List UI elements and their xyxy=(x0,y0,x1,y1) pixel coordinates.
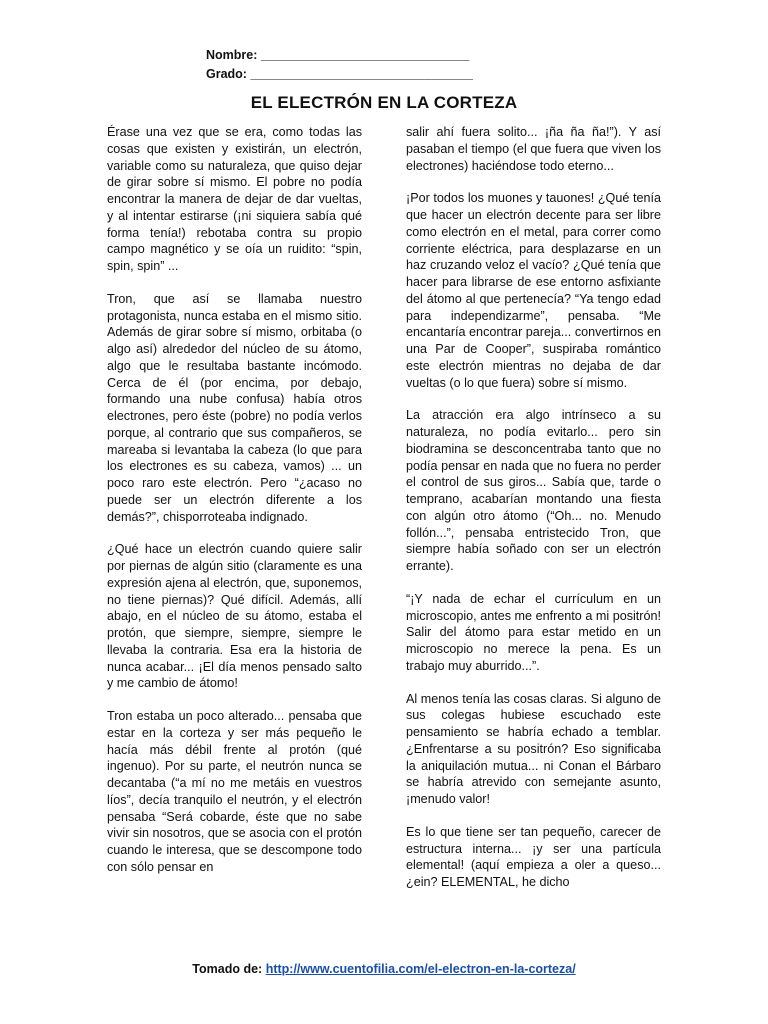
grade-field-line: Grado: ________________________________ xyxy=(206,67,473,81)
source-footer xyxy=(0,962,768,976)
student-info-header xyxy=(206,46,473,84)
paragraph: Érase una vez que se era, como todas las cosas que existen y existirán, un electrón, variable como su naturaleza, que quiso dejar de girar sobre sí mismo. El pobre no podía encontrar la manera de dejar de dar vueltas, y al intentar estirarse (¡ni siquiera sabía qué forma tenía!) rebotaba contra su propio campo magnético y se oía un ruidito: “spin, spin, spin” ... xyxy=(107,125,362,273)
source-link[interactable]: http://www.cuentofilia.com/el-electron-en-la-corteza/ xyxy=(265,962,576,976)
paragraph: “¡Y nada de echar el currículum en un microscopio, antes me enfrento a mi positrón! Salir del átomo para estar metido en un microscopio no merece la pena. Es un trabajo muy aburrido...”. xyxy=(406,591,661,673)
paragraph: Tron estaba un poco alterado... pensaba que estar en la corteza y ser más pequeño le hacía más débil frente al protón (qué ingenuo). Por su parte, el neutrón nunca se decantaba (“a mí no me metáis en vuestros líos”, decía tranquilo el neutrón, y el electrón pensaba “Será cobarde, éste que no sabe vivir sin nosotros, que se asocia con el protón cuando le interesa, que se descompone todo con sólo pensar en xyxy=(107,709,362,874)
story-title: EL ELECTRÓN EN LA CORTEZA xyxy=(250,93,518,112)
paragraph: ¿Qué hace un electrón cuando quiere salir por piernas de algún sitio (claramente es una expresión ajena al electrón, que, suponemos, no tiene piernas)? Qué difícil. Además, allí abajo, en el núcleo de su átomo, estaba el protón, que siempre, siempre, siempre le llevaba la contraria. Esa era la historia de nunca acabar... ¡El día menos pensado salto y me cambio de átomo! xyxy=(107,542,362,691)
paragraph: Al menos tenía las cosas claras. Si alguno de sus colegas hubiese escuchado este pensamiento se habría echado a temblar. ¿Enfrentarse a su positrón? Eso significaba la aniquilación mutua... ni Conan el Bárbaro se habría atrevido con semejante asunto, ¡menudo valor! xyxy=(406,691,661,806)
paragraph: La atracción era algo intrínseco a su naturaleza, no podía evitarlo... pero sin biodramina se desconcentraba tanto que no podía pensar en nada que no fuera no perder el control de sus giros... Sabía que, tarde o temprano, acabarían montando una fiesta con algún otro átomo (“Oh... no. Menudo follón...”, pensaba entristecido Tron, que siempre había soñado con ser un electrón errante). xyxy=(406,408,661,573)
name-field-line: Nombre: ______________________________ xyxy=(206,48,470,62)
paragraph: ¡Por todos los muones y tauones! ¿Qué tenía que hacer un electrón decente para ser libre como electrón en el metal, para correr como corriente eléctrica, para desplazarse en un haz cruzando veloz el vacío? ¿Qué tenía que hacer para librarse de ese entorno asfixiante del átomo al que pertenecía? “Ya tengo edad para independizarme”, pensaba. “Me encantaría encontrar pareja... convertirnos en una Par de Cooper”, suspiraba romántico este electrón mientras no dejaba de dar vueltas (o lo que fuera) sobre sí mismo. xyxy=(406,191,661,390)
paragraph: Es lo que tiene ser tan pequeño, carecer de estructura interna... ¡y ser una partícula elemental! (aquí empieza a oler a queso... ¿ein? ELEMENTAL, he dicho xyxy=(406,824,661,889)
paragraph: salir ahí fuera solito... ¡ña ña ña!”). Y así pasaban el tiempo (el que fuera que viven los electrones) haciéndose todo eterno... xyxy=(406,125,661,173)
source-label: Tomado de: xyxy=(192,962,266,976)
paragraph: Tron, que así se llamaba nuestro protagonista, nunca estaba en el mismo sitio. Además de girar sobre sí mismo, orbitaba (o algo así) alrededor del núcleo de su átomo, algo que le resultaba bastante incómodo. Cerca de él (por encima, por debajo, formando una nube confusa) había otros electrones, pero éste (pobre) no podía verlos porque, al contrario que sus compañeros, se mareaba si levantaba la cabeza (lo que para los electrones es su cabeza, vamos) ... un poco raro este electrón. Pero “¿acaso no puede ser un electrón diferente a los demás?”, chisporroteaba indignado. xyxy=(107,291,362,524)
right-text-column xyxy=(406,124,661,914)
left-text-column xyxy=(107,124,362,914)
